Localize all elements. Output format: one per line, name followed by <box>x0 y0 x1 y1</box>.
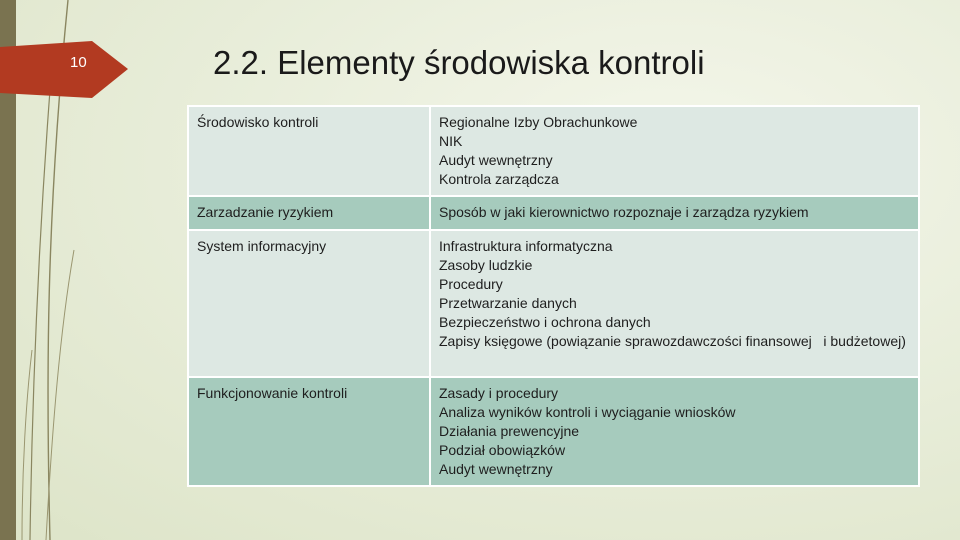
list-item: Sposób w jaki kierownictwo rozpoznaje i zarządza ryzykiem <box>439 204 809 220</box>
list-item: Regionalne Izby Obrachunkowe <box>439 114 638 130</box>
list-item: Infrastruktura informatyczna <box>439 238 613 254</box>
row-label <box>188 230 430 377</box>
row-label-text: Funkcjonowanie kontroli <box>197 385 348 401</box>
slide-title: 2.2. Elementy środowiska kontroli <box>213 44 705 81</box>
list-item: Zasady i procedury <box>439 385 559 401</box>
list-item: Zasoby ludzkie <box>439 257 533 273</box>
slide-number: 10 <box>70 54 87 71</box>
row-label-text: Środowisko kontroli <box>197 114 319 130</box>
list-item: Przetwarzanie danych <box>439 295 577 311</box>
list-item: Analiza wyników kontroli i wyciąganie wniosków <box>439 404 736 420</box>
list-item: Kontrola zarządcza <box>439 171 559 187</box>
table-row <box>188 377 919 486</box>
row-items <box>430 230 919 377</box>
list-item: Audyt wewnętrzny <box>439 461 553 477</box>
row-label-text: System informacyjny <box>197 238 327 254</box>
list-item: NIK <box>439 133 463 149</box>
table-row <box>188 106 919 196</box>
row-items <box>430 377 919 486</box>
list-item: Bezpieczeństwo i ochrona danych <box>439 314 651 330</box>
row-label <box>188 106 430 196</box>
row-items <box>430 106 919 196</box>
row-items <box>430 196 919 230</box>
table-row <box>188 196 919 230</box>
list-item: Podział obowiązków <box>439 442 566 458</box>
control-elements-table <box>187 105 920 487</box>
list-item: Procedury <box>439 276 503 292</box>
row-label-text: Zarzadzanie ryzykiem <box>197 204 334 220</box>
table-row <box>188 230 919 377</box>
list-item: Audyt wewnętrzny <box>439 152 553 168</box>
slide-number-badge <box>0 41 128 98</box>
row-label <box>188 377 430 486</box>
row-label <box>188 196 430 230</box>
list-item: Działania prewencyjne <box>439 423 580 439</box>
list-item: Zapisy księgowe (powiązanie sprawozdawczości finansowej i budżetowej) <box>439 333 906 349</box>
